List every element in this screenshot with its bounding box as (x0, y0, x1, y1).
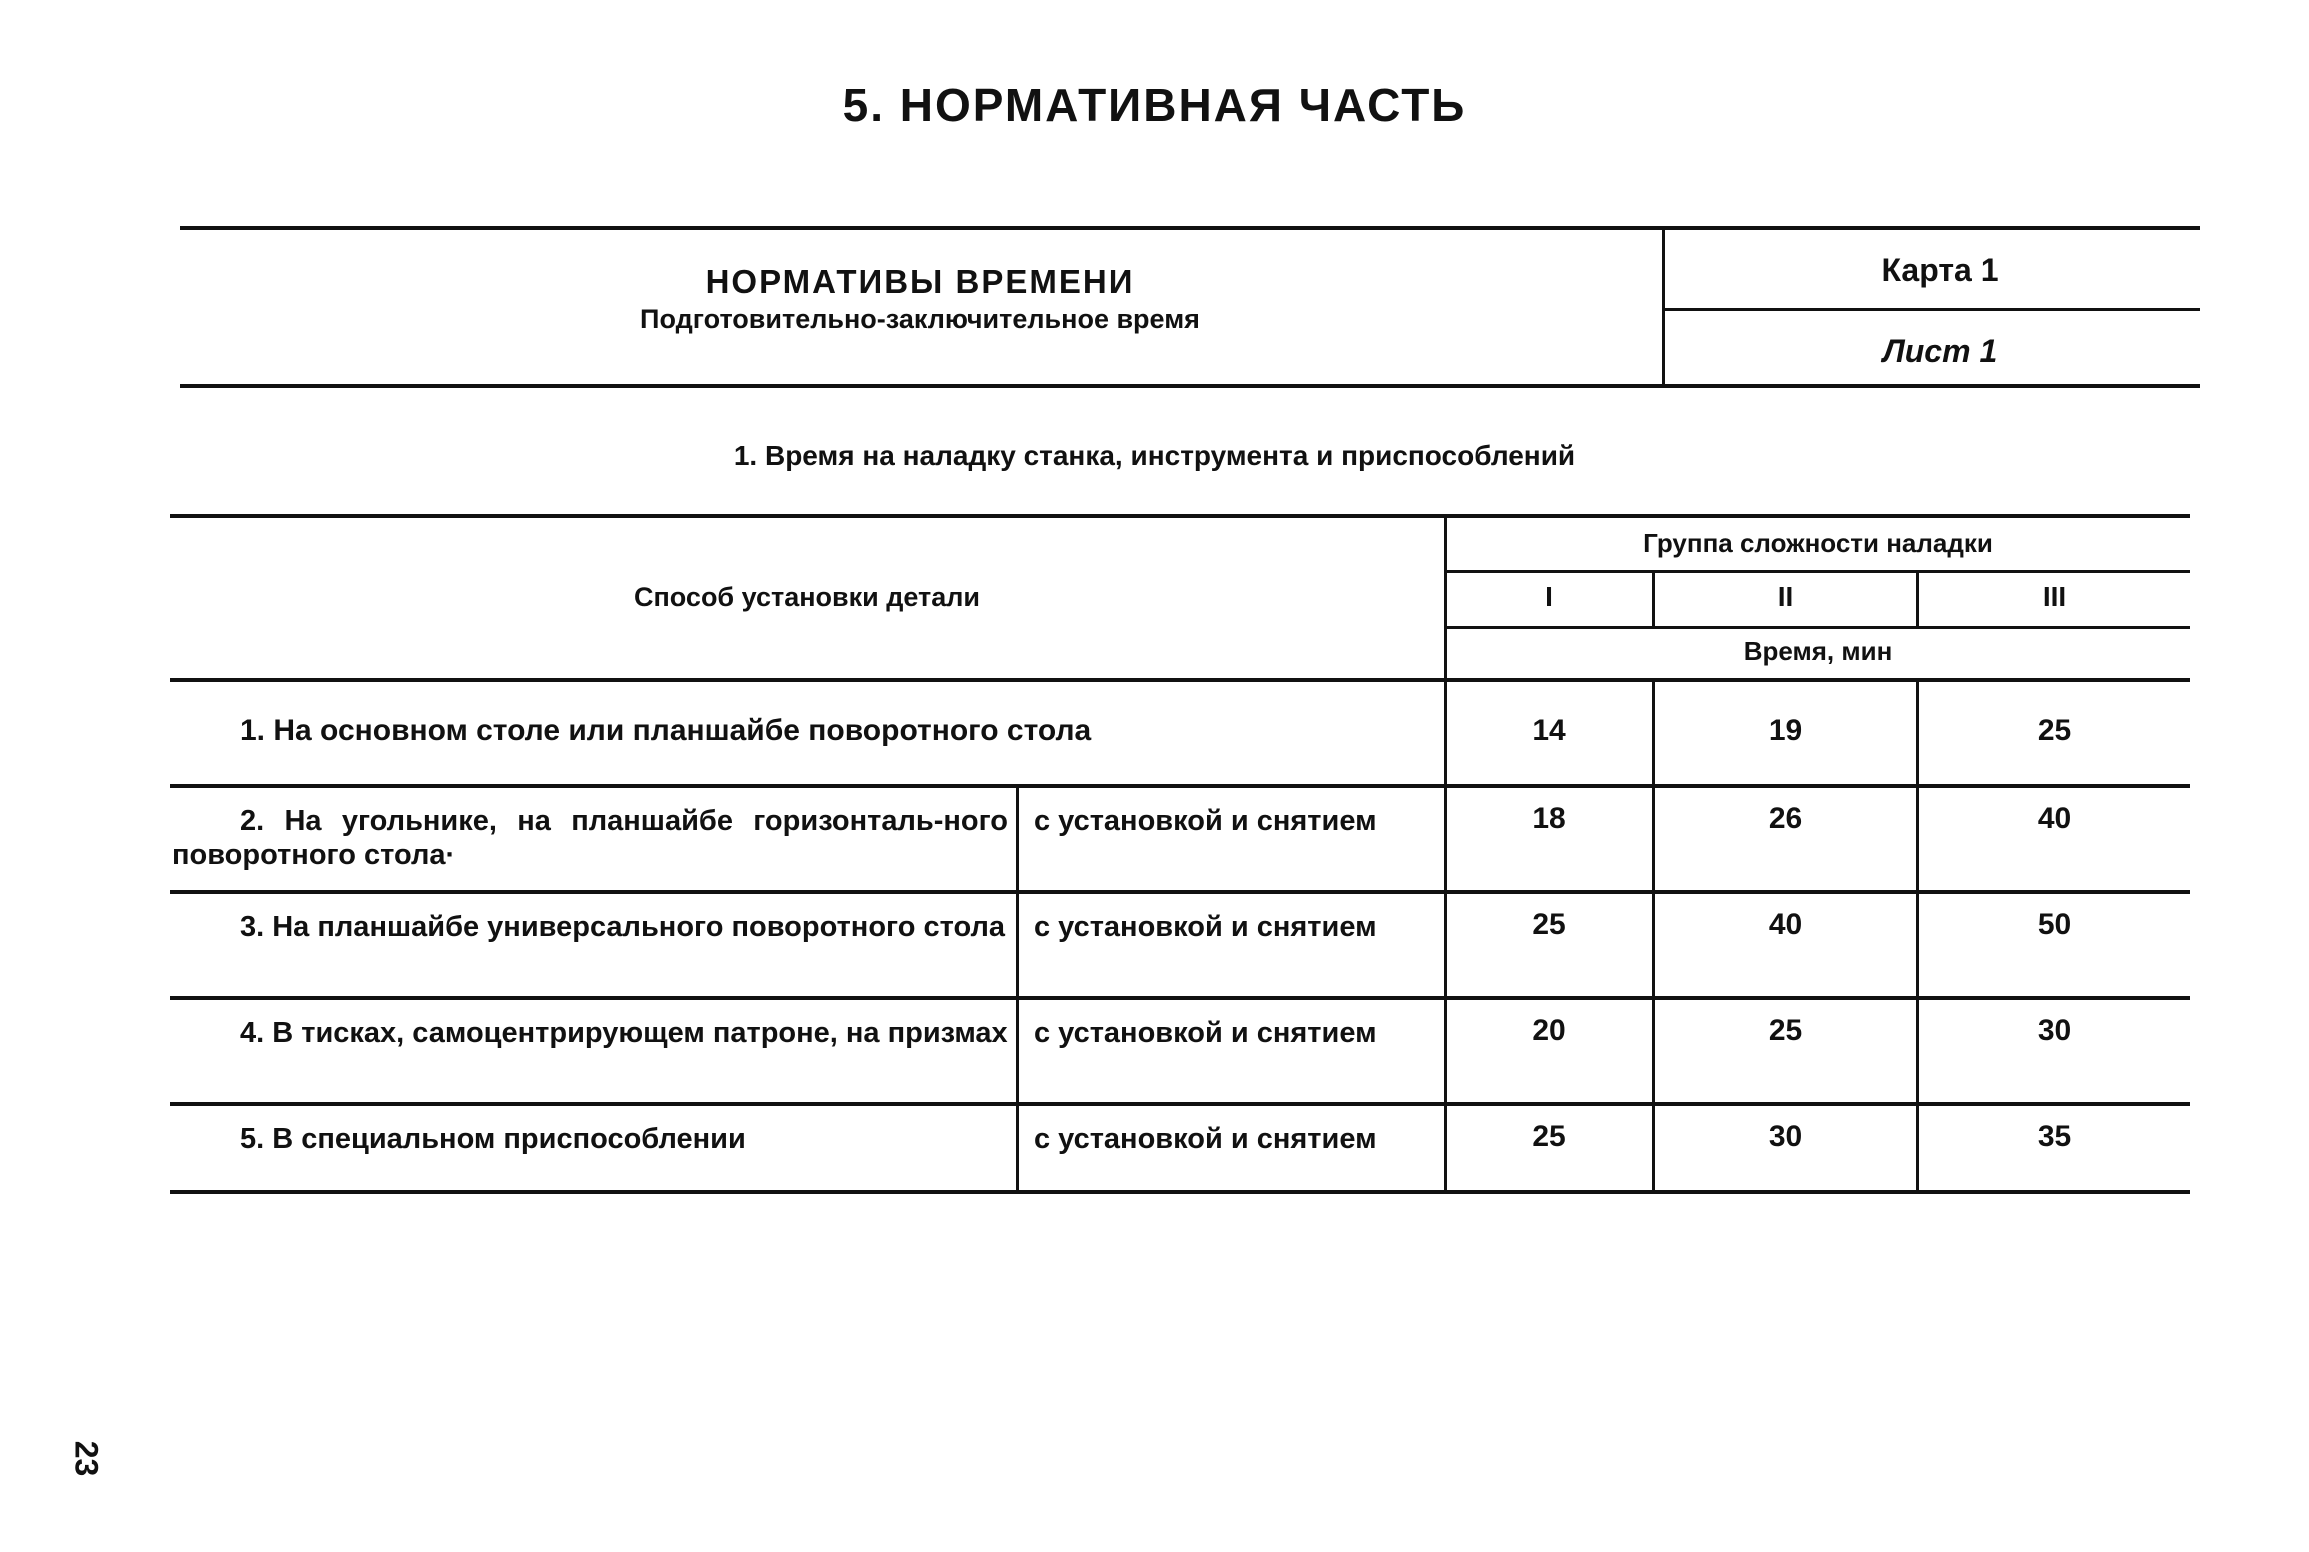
group-I-header: I (1545, 581, 1553, 612)
row-4-method: 4. В тисках, самоцентрирующем патроне, на призмах (240, 1017, 1008, 1049)
row-5-condition: с установкой и снятием (1034, 1123, 1377, 1155)
table-bottom-rule (170, 1190, 2190, 1194)
row-1-value-I: 14 (1532, 714, 1566, 747)
col-group-left-rule (1444, 516, 1447, 1192)
row-3-condition: с установкой и снятием (1034, 911, 1377, 943)
row-4-value-II: 25 (1768, 1014, 1803, 1047)
sheet-label: Лист 1 (1882, 333, 1998, 369)
row-3-rule (170, 996, 2190, 1000)
header-title: НОРМАТИВЫ ВРЕМЕНИ (705, 263, 1135, 300)
row-3-value-I: 25 (1532, 908, 1566, 941)
row-3-value-III: 50 (2037, 908, 2072, 941)
row-5-value-II: 30 (1768, 1120, 1803, 1153)
table-header-bottom-rule (170, 678, 2190, 682)
row-1-method: 1. На основном столе или планшайбе поворотного стола (240, 714, 1092, 747)
row-2-value-II: 26 (1768, 802, 1803, 835)
table-header-group-rule (1446, 570, 2190, 573)
card-sheet-divider (1662, 308, 2200, 311)
row-4-value-III: 30 (2037, 1014, 2072, 1047)
row-4-condition: с установкой и снятием (1034, 1017, 1377, 1049)
col-condition-rule (1016, 786, 1019, 1192)
table-header-roman-rule (1446, 626, 2190, 629)
row-4-value-I: 20 (1532, 1014, 1566, 1047)
row-5-value-III: 35 (2037, 1120, 2072, 1153)
row-3-method: 3. На планшайбе универсального поворотного стола (240, 911, 1005, 943)
page-title: 5. НОРМАТИВНАЯ ЧАСТЬ (842, 79, 1467, 131)
header-subtitle: Подготовительно-заключительное время (640, 304, 1200, 334)
col-method-header: Способ установки детали (633, 582, 981, 612)
header-bottom-rule (180, 384, 2200, 388)
row-3-value-II: 40 (1768, 908, 1803, 941)
header-left (180, 262, 1660, 336)
unit-header: Время, мин (1743, 636, 1893, 666)
row-1-value-II: 19 (1768, 714, 1803, 747)
row-2-method: 2. На угольнике, на планшайбе горизонталь-ного поворотного стола· (172, 805, 1008, 871)
row-2-rule (170, 890, 2190, 894)
row-4-rule (170, 1102, 2190, 1106)
group-III-header: III (2042, 581, 2067, 612)
row-2-value-I: 18 (1532, 802, 1566, 835)
group-II-header: II (1777, 581, 1794, 612)
row-2-condition: с установкой и снятием (1034, 805, 1377, 837)
row-5-method: 5. В специальном приспособлении (240, 1123, 746, 1155)
row-1-rule (170, 784, 2190, 788)
card-label: Карта 1 (1881, 252, 1999, 288)
row-1-value-III: 25 (2037, 714, 2072, 747)
header-divider (1662, 230, 1665, 384)
table-top-rule (170, 514, 2190, 518)
page-number: 23 (68, 1440, 105, 1477)
header-top-rule (180, 226, 2200, 230)
col-group-header: Группа сложности наладки (1643, 528, 1993, 558)
row-2-value-III: 40 (2037, 802, 2072, 835)
section-title: 1. Время на наладку станка, инструмента и приспособлений (733, 440, 1576, 471)
row-5-value-I: 25 (1532, 1120, 1566, 1153)
